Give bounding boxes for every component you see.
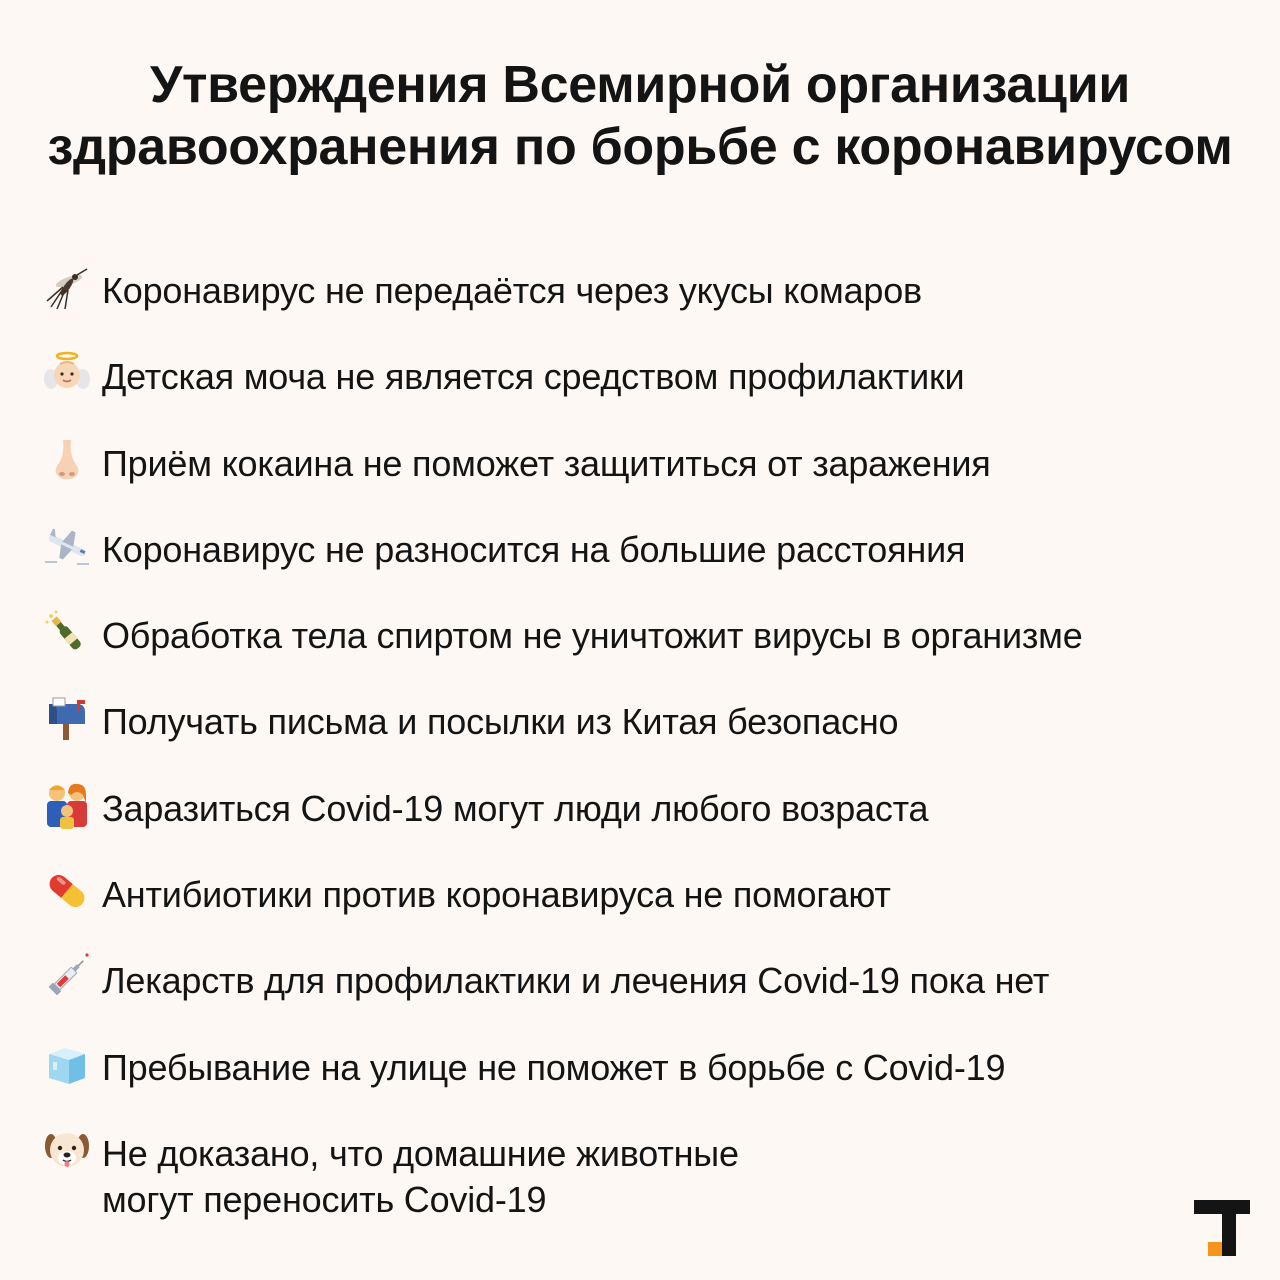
list-item-text: Пребывание на улице не поможет в борьбе с Covid-19 [102, 1046, 1006, 1088]
list-item [42, 866, 1262, 952]
list-item [42, 262, 1262, 348]
mailbox-icon [42, 693, 92, 743]
list-item [42, 1125, 1262, 1220]
ice-cube-icon [42, 1039, 92, 1089]
title-line-2: здравоохранения по борьбе с коронавирусом [47, 118, 1233, 176]
family-icon [42, 780, 92, 830]
nose-icon [42, 435, 92, 485]
list-item-text: Получать письма и посылки из Китая безопасно [102, 701, 899, 743]
list-item-text [102, 1125, 739, 1223]
champagne-bottle-icon [42, 607, 92, 657]
list-item-text: Обработка тела спиртом не уничтожит вирусы в организме [102, 615, 1083, 657]
list-item [42, 952, 1262, 1038]
airplane-icon [42, 521, 92, 571]
list-item-text-line-2: могут переносить Covid-19 [102, 1178, 547, 1220]
list-item-text: Лекарств для профилактики и лечения Covid-19 пока нет [102, 960, 1050, 1002]
list-item-text: Коронавирус не передаётся через укусы комаров [102, 270, 922, 311]
baby-angel-icon [42, 348, 92, 398]
list-item [42, 1039, 1262, 1125]
page-title [0, 54, 1280, 178]
title-line-1: Утверждения Всемирной организации [149, 56, 1131, 114]
dog-face-icon [42, 1125, 92, 1175]
list-item [42, 435, 1262, 521]
statements-list [42, 262, 1262, 1220]
list-item-text: Заразиться Covid-19 могут люди любого возраста [102, 787, 929, 829]
list-item [42, 521, 1262, 607]
list-item-text: Детская моча не является средством профилактики [102, 356, 965, 398]
list-item-text-line-1: Не доказано, что домашние животные [102, 1132, 739, 1174]
list-item-text: Приём кокаина не поможет защититься от заражения [102, 442, 991, 484]
list-item-text: Коронавирус не разносится на большие расстояния [102, 528, 966, 570]
list-item [42, 780, 1262, 866]
mosquito-icon [42, 262, 92, 312]
t-logo-icon [1194, 1200, 1250, 1256]
list-item-text: Антибиотики против коронавируса не помогают [102, 874, 891, 916]
list-item [42, 693, 1262, 779]
syringe-icon [42, 952, 92, 1002]
pill-icon [42, 866, 92, 916]
list-item [42, 607, 1262, 693]
list-item [42, 348, 1262, 434]
